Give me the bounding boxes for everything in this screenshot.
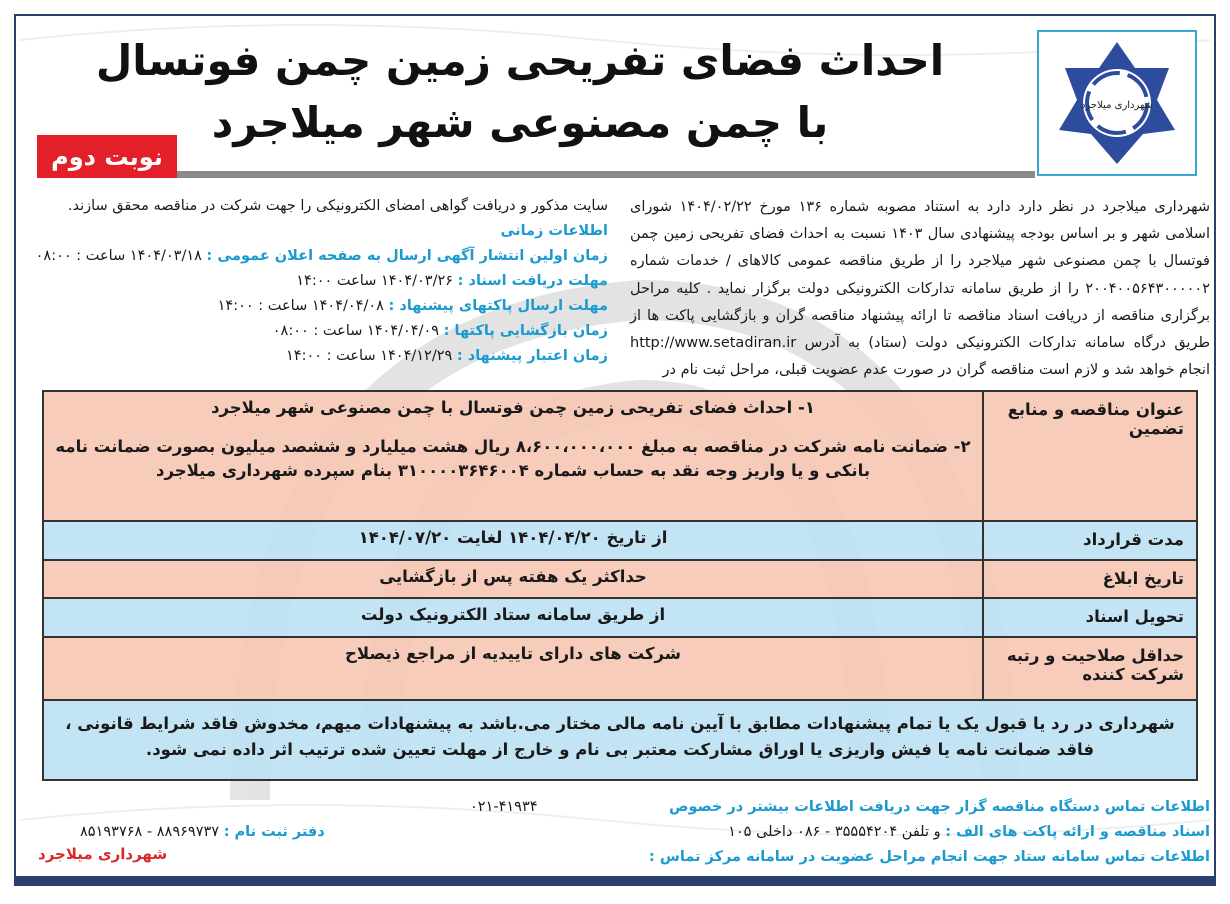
schedule-item: مهلت ارسال پاکتهای پیشنهاد : ۱۴۰۴/۰۴/۰۸ ساعت : ۱۴:۰۰ — [217, 298, 608, 314]
phone-center: ۰۲۱-۴۱۹۳۴ — [470, 799, 538, 815]
contact-footer — [30, 795, 1210, 870]
contact-line-3: اطلاعات تماس سامانه ستاد جهت انجام مراحل عضویت در سامانه مرکز تماس : — [649, 849, 1210, 865]
tender-table — [42, 390, 1198, 781]
table-row — [43, 637, 1197, 700]
row-label: تاریخ ابلاغ — [983, 560, 1197, 598]
contact-line-1: اطلاعات تماس دستگاه مناقصه گزار جهت دریافت اطلاعات بیشتر در خصوص — [668, 799, 1210, 815]
schedule-item: زمان بازگشایی پاکتها : ۱۴۰۴/۰۴/۰۹ ساعت : ۰۸:۰۰ — [272, 323, 608, 339]
signature: شهرداری میلاجرد — [38, 845, 168, 863]
row-value: شرکت های دارای تاییدیه از مراجع ذیصلاح — [43, 637, 983, 700]
municipality-logo — [1037, 30, 1197, 176]
table-row — [43, 560, 1197, 598]
table-row — [43, 521, 1197, 560]
header-divider — [177, 171, 1035, 178]
row-value: ۱- احداث فضای تفریحی زمین چمن فوتسال با چمن مصنوعی شهر میلاجرد ۲- ضمانت نامه شرکت در مناقصه به مبلغ ۸،۶۰۰،۰۰۰،۰۰۰ ریال هشت میلیارد و ششصد میلیون بصورت ضمانت نامه بانکی و یا واریز وجه نقد به حساب شماره ۳۱۰۰۰۰۳۶۴۶۰۰۴ بنام سپرده شهرداری میلاجرد — [43, 391, 983, 521]
schedule-heading: اطلاعات زمانی — [500, 223, 608, 239]
page-title — [60, 30, 980, 154]
schedule-section — [28, 194, 608, 369]
intro-paragraph-continued: سایت مذکور و دریافت گواهی امضای الکترونیکی را جهت شرکت در مناقصه محقق سازند. — [67, 198, 608, 214]
registry-phones: ۸۸۹۶۹۷۳۷ - ۸۵۱۹۳۷۶۸ — [80, 824, 220, 840]
contact-line-2-label: اسناد مناقصه و ارائه پاکت های الف : — [945, 824, 1210, 840]
round-badge: نوبت دوم — [37, 135, 177, 178]
row-value: از تاریخ ۱۴۰۴/۰۴/۲۰ لغایت ۱۴۰۴/۰۷/۲۰ — [43, 521, 983, 560]
title-line-1: احداث فضای تفریحی زمین چمن فوتسال — [95, 36, 945, 85]
bottom-border — [14, 876, 1216, 884]
table-note-row — [43, 700, 1197, 780]
schedule-item: مهلت دریافت اسناد : ۱۴۰۴/۰۳/۲۶ ساعت ۱۴:۰۰ — [296, 273, 608, 289]
schedule-item: زمان اعتبار پیشنهاد : ۱۴۰۴/۱۲/۲۹ ساعت : ۱۴:۰۰ — [286, 348, 608, 364]
table-note: شهرداری در رد یا قبول یک یا تمام پیشنهادات مطابق با آیین نامه مالی مختار می.باشد به پیشنهادات میهم، مخدوش فاقد شرایط قانونی ، فاقد ضمانت نامه یا فیش واریزی یا اوراق مشارکت معتبر بی نام و خارج از مهلت تعیین شده ترتیب اثر داده نمی شود. — [43, 700, 1197, 780]
row-value: حداکثر یک هفته پس از بازگشایی — [43, 560, 983, 598]
intro-paragraph: شهرداری میلاجرد در نظر دارد دارد به استناد مصوبه شماره ۱۳۶ مورخ ۱۴۰۴/۰۲/۲۲ شورای اسلامی شهر و بر اساس بودجه پیشنهادی سال ۱۴۰۳ نسبت به احداث فضای تفریحی زمین چمن فوتسال با چمن مصنوعی شهر میلاجرد را از طریق مناقصه عمومی کالاهای / خدمات شماره ۲۰۰۴۰۰۵۶۴۳۰۰۰۰۰۲ را از طریق سامانه تدارکات الکترونیکی دولت برگزار نماید . کلیه مراحل برگزاری مناقصه از دریافت اسناد مناقصه تا ارائه پیشنهاد مناقصه گران و بازگشایی پاکت ها از طریق درگاه سامانه تدارکات الکترونیکی دولت (ستاد) به آدرس http://www.setadiran.ir انجام خواهد شد و لازم است مناقصه گران در صورت عدم عضویت قبلی، مراحل ثبت نام در — [630, 199, 1210, 379]
table-row — [43, 391, 1197, 521]
row-label: حداقل صلاحیت و رتبه شرکت کننده — [983, 637, 1197, 700]
contact-line-2-value: و تلفن ۳۵۵۵۴۲۰۴ - ۰۸۶ داخلی ۱۰۵ — [728, 824, 941, 840]
row-label: عنوان مناقصه و منابع تضمین — [983, 391, 1197, 521]
row-label: تحویل اسناد — [983, 598, 1197, 637]
table-row — [43, 598, 1197, 637]
title-line-2: با چمن مصنوعی شهر میلاجرد — [211, 98, 829, 147]
svg-text:شهرداری میلاجرد: شهرداری میلاجرد — [1080, 100, 1154, 111]
star-emblem-icon — [1047, 38, 1187, 168]
registry-label: دفتر ثبت نام : — [223, 824, 325, 840]
row-value: از طریق سامانه ستاد الکترونیک دولت — [43, 598, 983, 637]
row-label: مدت قرارداد — [983, 521, 1197, 560]
schedule-item: زمان اولین انتشار آگهی ارسال به صفحه اعلان عمومی : ۱۴۰۴/۰۳/۱۸ ساعت : ۰۸:۰۰ — [35, 248, 608, 264]
